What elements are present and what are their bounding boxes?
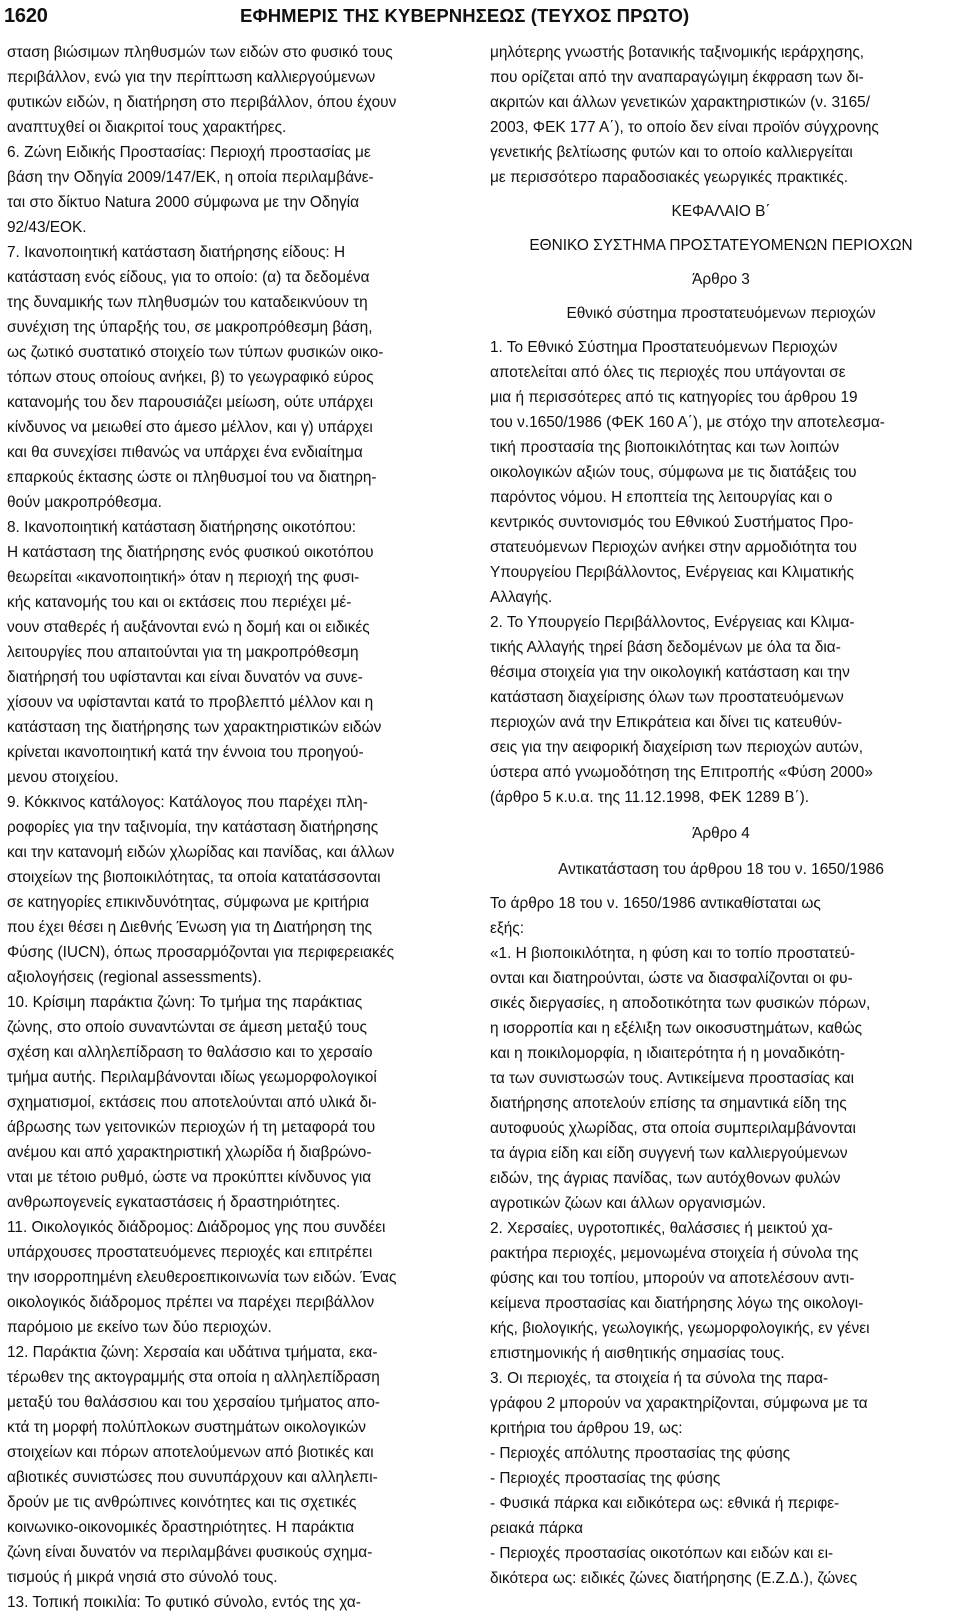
article-3-title: Εθνικό σύστημα προστατευόμενων περιοχών: [566, 305, 876, 322]
article-3-heading: Άρθρο 3: [692, 271, 750, 288]
list-item: - Περιοχές προστασίας οικοτόπων και ειδών και ει- δικότερα ως: ειδικές ζώνες διατήρησης (Ε.Ζ.Δ.), ζώνες: [490, 1545, 858, 1587]
chapter-title: ΕΘΝΙΚΟ ΣΥΣΤΗΜΑ ΠΡΟΣΤΑΤΕΥΟΜΕΝΩΝ ΠΕΡΙΟΧΩΝ: [529, 237, 913, 254]
gazette-title: ΕΦΗΜΕΡΙΣ ΤΗΣ ΚΥΒΕΡΝΗΣΕΩΣ (ΤΕΥΧΟΣ ΠΡΩΤΟ): [240, 5, 690, 26]
article-4-title: Αντικατάσταση του άρθρου 18 του ν. 1650/1986: [558, 861, 884, 878]
list-item: - Περιοχές απόλυτης προστασίας της φύσης: [490, 1445, 791, 1462]
page-number: 1620: [4, 5, 48, 27]
definition-6: 6. Ζώνη Ειδικής Προστασίας: Περιοχή προστασίας με βάση την Οδηγία 2009/147/ΕΚ, η οποία περιλαμβάνε- ται στο δίκτυο Natura 2000 σύμφωνα με την Οδηγία 92/43/ΕΟΚ.: [7, 144, 374, 236]
article-4-heading: Άρθρο 4: [692, 825, 750, 842]
article-4-para-1: «1. Η βιοποικιλότητα, η φύση και το τοπίο προστατεύ- ονται και διατηρούνται, ώστε να διασφαλίζονται οι φυ- σικές διεργασίες, η αποδοτικότητα των φυσικών πόρων, η ισορροπία και η εξέλιξη των οικοσυστημάτων, καθώς και η ποικιλομορφία, η ιδιαιτερότητα ή η μοναδικότη- τα των συνιστωσών τους. Αντικείμενα προστασίας και διατήρησης αποτελούν επίσης τα σημαντικά είδη της αυτοφυούς χλωρίδας, στα οποία συμπεριλαμβάνονται τα άγρια είδη και είδη συγγενή των καλλιεργούμενων ειδών, της άγριας πανίδας, των αυτόχθονων φυλών αγροτικών ζώων και άλλων οργανισμών.: [490, 945, 871, 1212]
definition-10: 10. Κρίσιμη παράκτια ζώνη: Το τμήμα της παράκτιας ζώνης, στο οποίο συναντώνται σε άμεση μεταξύ τους σχέση και αλληλεπίδραση το θαλάσσιο και το χερσαίο τμήμα αυτής. Περιλαμβάνονται ιδίως γεωμορφολογικοί σχηματισμοί, εκτάσεις που αποτελούνται από υλικά δι- άβρωσης των γειτονικών περιοχών ή τη μεταφορά του ανέμου και από χαρακτηριστική χλωρίδα ή διαβρώνο- νται με τέτοιο ρυθμό, ώστε να προκύπτει κίνδυνος για ανθρωπογενείς εγκαταστάσεις ή δραστηριότητες.: [7, 994, 377, 1211]
paragraph: σταση βιώσιμων πληθυσμών των ειδών στο φυσικό τους περιβάλλον, ενώ για την περίπτωση καλλιεργούμενων φυτικών ειδών, η διατήρηση στο περιβάλλον, όπου έχουν αναπτυχθεί οι διακριτοί τους χαρακτήρες.: [7, 44, 397, 136]
definition-7: 7. Ικανοποιητική κατάσταση διατήρησης είδους: Η κατάσταση ενός είδους, για το οποίο: (α) τα δεδομένα της δυναμικής των πληθυσμών του καταδεικνύουν τη συνέχιση της ύπαρξής του, σε μακροπρόθεσμη βάση, ως ζωτικό συστατικό στοιχείο των τύπων φυσικών οικο- τόπων στους οποίους ανήκει, β) το γεωγραφικό εύρος κατανομής του δεν παρουσιάζει μείωση, ούτε υπάρχει κίνδυνος να μειωθεί στο άμεσο μέλλον, και γ) υπάρχει και θα συνεχίσει πιθανώς να υπάρχει ένα ενδιαίτημα επαρκούς έκτασης ώστε οι πληθυσμοί του να διατηρη- θούν μακροπρόθεσμα.: [7, 244, 384, 511]
definition-9: 9. Κόκκινος κατάλογος: Κατάλογος που παρέχει πλη- ροφορίες για την ταξινομία, την κατάσταση διατήρησης και την κατανομή ειδών χλωρίδας και πανίδας, και άλλων στοιχείων της βιοποικιλότητας, τα οποία κατατάσσονται σε κατηγορίες επικινδυνότητας, σύμφωνα με κριτήρια που έχει θέσει η Διεθνής Ένωση για τη Διατήρηση της Φύσης (IUCN), όπως προσαρμόζονται για περιφερειακές αξιολογήσεις (regional assessments).: [7, 794, 395, 986]
chapter-heading: ΚΕΦΑΛΑΙΟ Β΄: [671, 203, 771, 220]
article-3-para-2: 2. Το Υπουργείο Περιβάλλοντος, Ενέργειας και Κλιμα- τικής Αλλαγής τηρεί βάση δεδομένων με όλα τα δια- θέσιμα στοιχεία για την οικολογική κατάσταση και την κατάσταση διαχείρισης όλων των προστατευόμενων περιοχών ανά την Επικράτεια και δίνει τις κατευθύν- σεις για την αειφορική διαχείριση των περιοχών αυτών, ύστερα από γνωμοδότηση της Επιτροπής «Φύση 2000» (άρθρο 5 κ.υ.α. της 11.12.1998, ΦΕΚ 1289 Β΄).: [490, 614, 873, 806]
page-header: [0, 0, 960, 36]
list-item: - Φυσικά πάρκα και ειδικότερα ως: εθνικά ή περιφε- ρειακά πάρκα: [490, 1495, 840, 1537]
left-column: [7, 40, 467, 1615]
paragraph: μηλότερης γνωστής βοτανικής ταξινομικής ιεράρχησης, που ορίζεται από την αναπαραγώγιμη έκφραση των δι- ακριτών και άλλων γενετικών χαρακτηριστικών (ν. 3165/ 2003, ΦΕΚ 177 Α΄), το οποίο δεν είναι προϊόν σύγχρονης γενετικής βελτίωσης φυτών και το οποίο καλλιεργείται με περισσότερο παραδοσιακές γεωργικές πρακτικές.: [490, 44, 879, 186]
right-column: [490, 40, 952, 1591]
article-4-para-2: 2. Χερσαίες, υγροτοπικές, θαλάσσιες ή μεικτού χα- ρακτήρα περιοχές, μεμονωμένα στοιχεία ή σύνολα της φύσης και του τοπίου, μπορούν να αποτελέσουν αντι- κείμενα προστασίας και διατήρησης λόγω της οικολογι- κής, βιολογικής, γεωλογικής, γεωμορφολογικής, εν γένει επιστημονικής ή αισθητικής σημασίας τους.: [490, 1220, 870, 1362]
article-3-para-1: 1. Το Εθνικό Σύστημα Προστατευόμενων Περιοχών αποτελείται από όλες τις περιοχές που υπάγονται σε μια ή περισσότερες από τις κατηγορίες του άρθρου 19 του ν.1650/1986 (ΦΕΚ 160 Α΄), με στόχο την αποτελεσμα- τική προστασία της βιοποικιλότητας και των λοιπών οικολογικών αξιών τους, σύμφωνα με τις διατάξεις του παρόντος νόμου. Η εποπτεία της λειτουργίας και ο κεντρικός συντονισμός του Εθνικού Συστήματος Προ- στατευόμενων Περιοχών ανήκει στην αρμοδιότητα του Υπουργείου Περιβάλλοντος, Ενέργειας και Κλιματικής Αλλαγής.: [490, 339, 885, 606]
article-4-intro: Το άρθρο 18 του ν. 1650/1986 αντικαθίσταται ως εξής:: [490, 895, 821, 937]
definition-11: 11. Οικολογικός διάδρομος: Διάδρομος γης που συνδέει υπάρχουσες προστατευόμενες περιοχές και επιτρέπει την ισορροπημένη ελευθεροεπικοινωνία των ειδών. Ένας οικολογικός διάδρομος πρέπει να παρέχει περιβάλλον παρόμοιο με εκείνο των δύο περιοχών.: [7, 1219, 397, 1336]
definition-8: 8. Ικανοποιητική κατάσταση διατήρησης οικοτόπου: Η κατάσταση της διατήρησης ενός φυσικού οικοτόπου θεωρείται «ικανοποιητική» όταν η περιοχή της φυσι- κής κατανομής του και οι εκτάσεις που περιέχει μέ- νουν σταθερές ή αυξάνονται ενώ η δομή και οι ειδικές λειτουργίες που απαιτούνται για τη μακροπρόθεσμη διατήρησή του υφίστανται και είναι δυνατόν να συνε- χίσουν να υφίστανται κατά το προβλεπτό μέλλον και η κατάσταση της διατήρησης των χαρακτηριστικών ειδών κρίνεται ικανοποιητική κατά την έννοια του προηγού- μενου στοιχείου.: [7, 519, 382, 786]
article-4-para-3: 3. Οι περιοχές, τα στοιχεία ή τα σύνολα της παρα- γράφου 2 μπορούν να χαρακτηρίζονται, σύμφωνα με τα κριτήρια του άρθρου 19, ως:: [490, 1370, 868, 1437]
list-item: - Περιοχές προστασίας της φύσης: [490, 1470, 721, 1487]
definition-12: 12. Παράκτια ζώνη: Χερσαία και υδάτινα τμήματα, εκα- τέρωθεν της ακτογραμμής στα οποία η αλληλεπίδραση μεταξύ του θαλάσσιου και του χερσαίου τμήματος απο- κτά τη μορφή πολύπλοκων συστημάτων οικολογικών στοιχείων και πόρων αποτελούμενων από βιοτικές και αβιοτικές συνιστώσες που συνυπάρχουν και αλληλεπι- δρούν με τις ανθρώπινες κοινότητες και τις σχετικές κοινωνικο-οικονομικές δραστηριότητες. Η παράκτια ζώνη είναι δυνατόν να περιλαμβάνει φυσικούς σχημα- τισμούς ή μικρά νησιά στο σύνολό τους.: [7, 1344, 381, 1586]
definition-13: 13. Τοπική ποικιλία: Το φυτικό σύνολο, εντός της χα-: [7, 1594, 361, 1611]
